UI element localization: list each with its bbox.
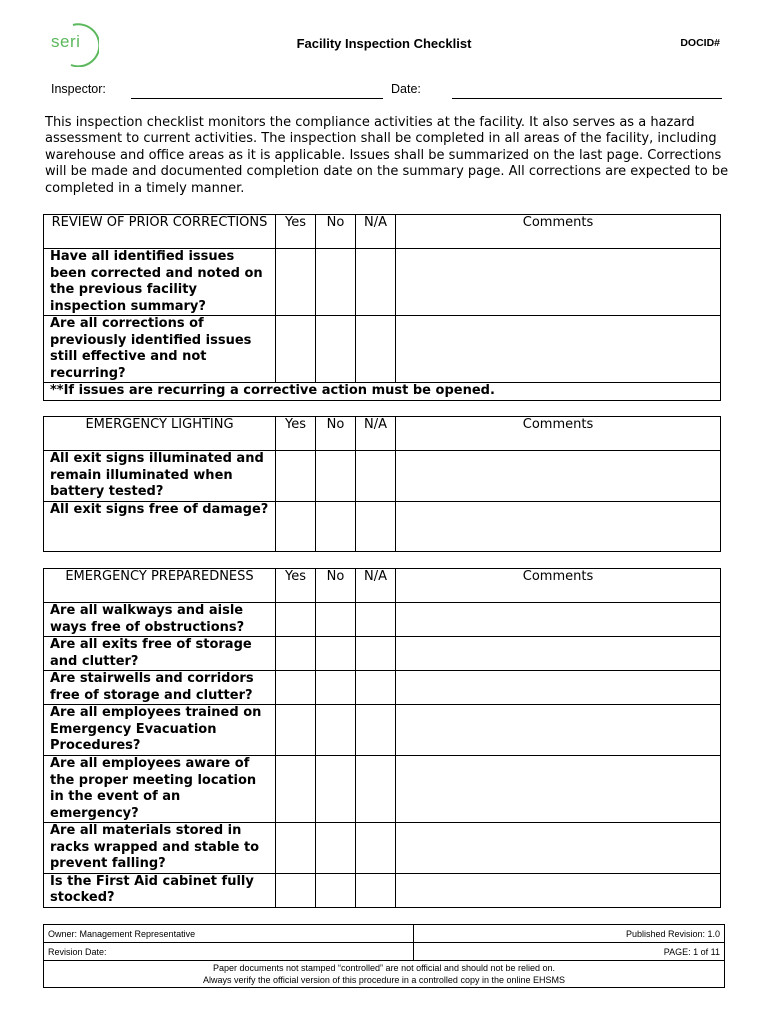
question-text: Are all exits free of storage and clutter? (44, 637, 276, 671)
table-row (44, 451, 721, 502)
table-row (44, 823, 721, 874)
comments-cell[interactable] (396, 249, 721, 316)
question-text: Are all employees aware of the proper meeting location in the event of an emergency? (44, 756, 276, 823)
no-cell[interactable] (316, 671, 356, 705)
comments-cell[interactable] (396, 502, 721, 552)
no-cell[interactable] (316, 451, 356, 502)
question-text: Are all walkways and aisle ways free of obstructions? (44, 603, 276, 637)
owner-text: Owner: Management Representative (44, 925, 414, 943)
comments-cell[interactable] (396, 603, 721, 637)
yes-cell[interactable] (276, 873, 316, 907)
section-title: EMERGENCY PREPAREDNESS (44, 569, 276, 603)
control-notice-line-2: Always verify the official version of this procedure in a controlled copy in the online EHSMS (202, 975, 565, 985)
no-cell[interactable] (316, 637, 356, 671)
comments-cell[interactable] (396, 451, 721, 502)
yes-cell[interactable] (276, 705, 316, 756)
comments-cell[interactable] (396, 316, 721, 383)
column-no: No (316, 215, 356, 249)
column-na: N/A (356, 215, 396, 249)
na-cell[interactable] (356, 249, 396, 316)
na-cell[interactable] (356, 502, 396, 552)
section-title: EMERGENCY LIGHTING (44, 417, 276, 451)
table-row (44, 249, 721, 316)
question-text: All exit signs illuminated and remain illuminated when battery tested? (44, 451, 276, 502)
column-na: N/A (356, 417, 396, 451)
column-comments: Comments (396, 417, 721, 451)
question-text: Are all employees trained on Emergency Evacuation Procedures? (44, 705, 276, 756)
column-comments: Comments (396, 569, 721, 603)
no-cell[interactable] (316, 823, 356, 874)
table-row (44, 873, 721, 907)
comments-cell[interactable] (396, 671, 721, 705)
revision-date: Revision Date: (44, 943, 414, 961)
yes-cell[interactable] (276, 603, 316, 637)
inspector-field[interactable] (131, 98, 383, 99)
document-id: DOCID# (680, 37, 720, 49)
page-footer (43, 924, 725, 988)
checklist-table-emergency-lighting (43, 416, 721, 552)
comments-cell[interactable] (396, 637, 721, 671)
yes-cell[interactable] (276, 316, 316, 383)
published-revision: Published Revision: 1.0 (414, 925, 725, 943)
no-cell[interactable] (316, 316, 356, 383)
column-yes: Yes (276, 417, 316, 451)
comments-cell[interactable] (396, 873, 721, 907)
na-cell[interactable] (356, 637, 396, 671)
table-row (44, 756, 721, 823)
na-cell[interactable] (356, 756, 396, 823)
yes-cell[interactable] (276, 502, 316, 552)
na-cell[interactable] (356, 603, 396, 637)
table-row (44, 705, 721, 756)
intro-paragraph: This inspection checklist monitors the compliance activities at the facility. It also serves as a hazard assessment to current activities. The inspection shall be completed in all areas of the facility, including warehouse and office areas as it is applicable. Issues shall be summarized on the last page. Corrections will be made and documented completion date on the summary page. All corrections are expected to be completed in a timely manner. (45, 115, 729, 196)
recurring-issues-note: **If issues are recurring a corrective action must be opened. (44, 383, 721, 401)
table-row (44, 603, 721, 637)
question-text: Are all materials stored in racks wrapped and stable to prevent falling? (44, 823, 276, 874)
section-title: REVIEW OF PRIOR CORRECTIONS (44, 215, 276, 249)
column-comments: Comments (396, 215, 721, 249)
table-row (44, 502, 721, 552)
checklist-table-prior-corrections (43, 214, 721, 401)
date-field[interactable] (452, 98, 722, 99)
yes-cell[interactable] (276, 451, 316, 502)
question-text: All exit signs free of damage? (44, 502, 276, 552)
yes-cell[interactable] (276, 249, 316, 316)
question-text: Is the First Aid cabinet fully stocked? (44, 873, 276, 907)
date-label: Date: (391, 82, 421, 96)
na-cell[interactable] (356, 451, 396, 502)
na-cell[interactable] (356, 316, 396, 383)
column-yes: Yes (276, 569, 316, 603)
no-cell[interactable] (316, 756, 356, 823)
logo-text: seri (51, 32, 81, 51)
column-no: No (316, 417, 356, 451)
yes-cell[interactable] (276, 823, 316, 874)
yes-cell[interactable] (276, 637, 316, 671)
column-na: N/A (356, 569, 396, 603)
question-text: Are stairwells and corridors free of storage and clutter? (44, 671, 276, 705)
table-row (44, 671, 721, 705)
comments-cell[interactable] (396, 823, 721, 874)
no-cell[interactable] (316, 502, 356, 552)
question-text: Are all corrections of previously identified issues still effective and not recurring? (44, 316, 276, 383)
column-no: No (316, 569, 356, 603)
no-cell[interactable] (316, 873, 356, 907)
na-cell[interactable] (356, 671, 396, 705)
comments-cell[interactable] (396, 756, 721, 823)
checklist-table-emergency-preparedness (43, 568, 721, 908)
na-cell[interactable] (356, 705, 396, 756)
table-row (44, 637, 721, 671)
control-notice-line-1: Paper documents not stamped “controlled” are not official and should not be relied on. (212, 963, 556, 973)
page-number: PAGE: 1 of 11 (414, 943, 725, 961)
no-cell[interactable] (316, 705, 356, 756)
question-text: Have all identified issues been corrected and noted on the previous facility inspection summary? (44, 249, 276, 316)
comments-cell[interactable] (396, 705, 721, 756)
table-row (44, 316, 721, 383)
page-header (0, 0, 768, 70)
inspector-label: Inspector: (51, 82, 106, 96)
na-cell[interactable] (356, 823, 396, 874)
no-cell[interactable] (316, 249, 356, 316)
no-cell[interactable] (316, 603, 356, 637)
yes-cell[interactable] (276, 756, 316, 823)
column-yes: Yes (276, 215, 316, 249)
document-title: Facility Inspection Checklist (296, 36, 472, 51)
control-notice (44, 961, 725, 988)
na-cell[interactable] (356, 873, 396, 907)
yes-cell[interactable] (276, 671, 316, 705)
